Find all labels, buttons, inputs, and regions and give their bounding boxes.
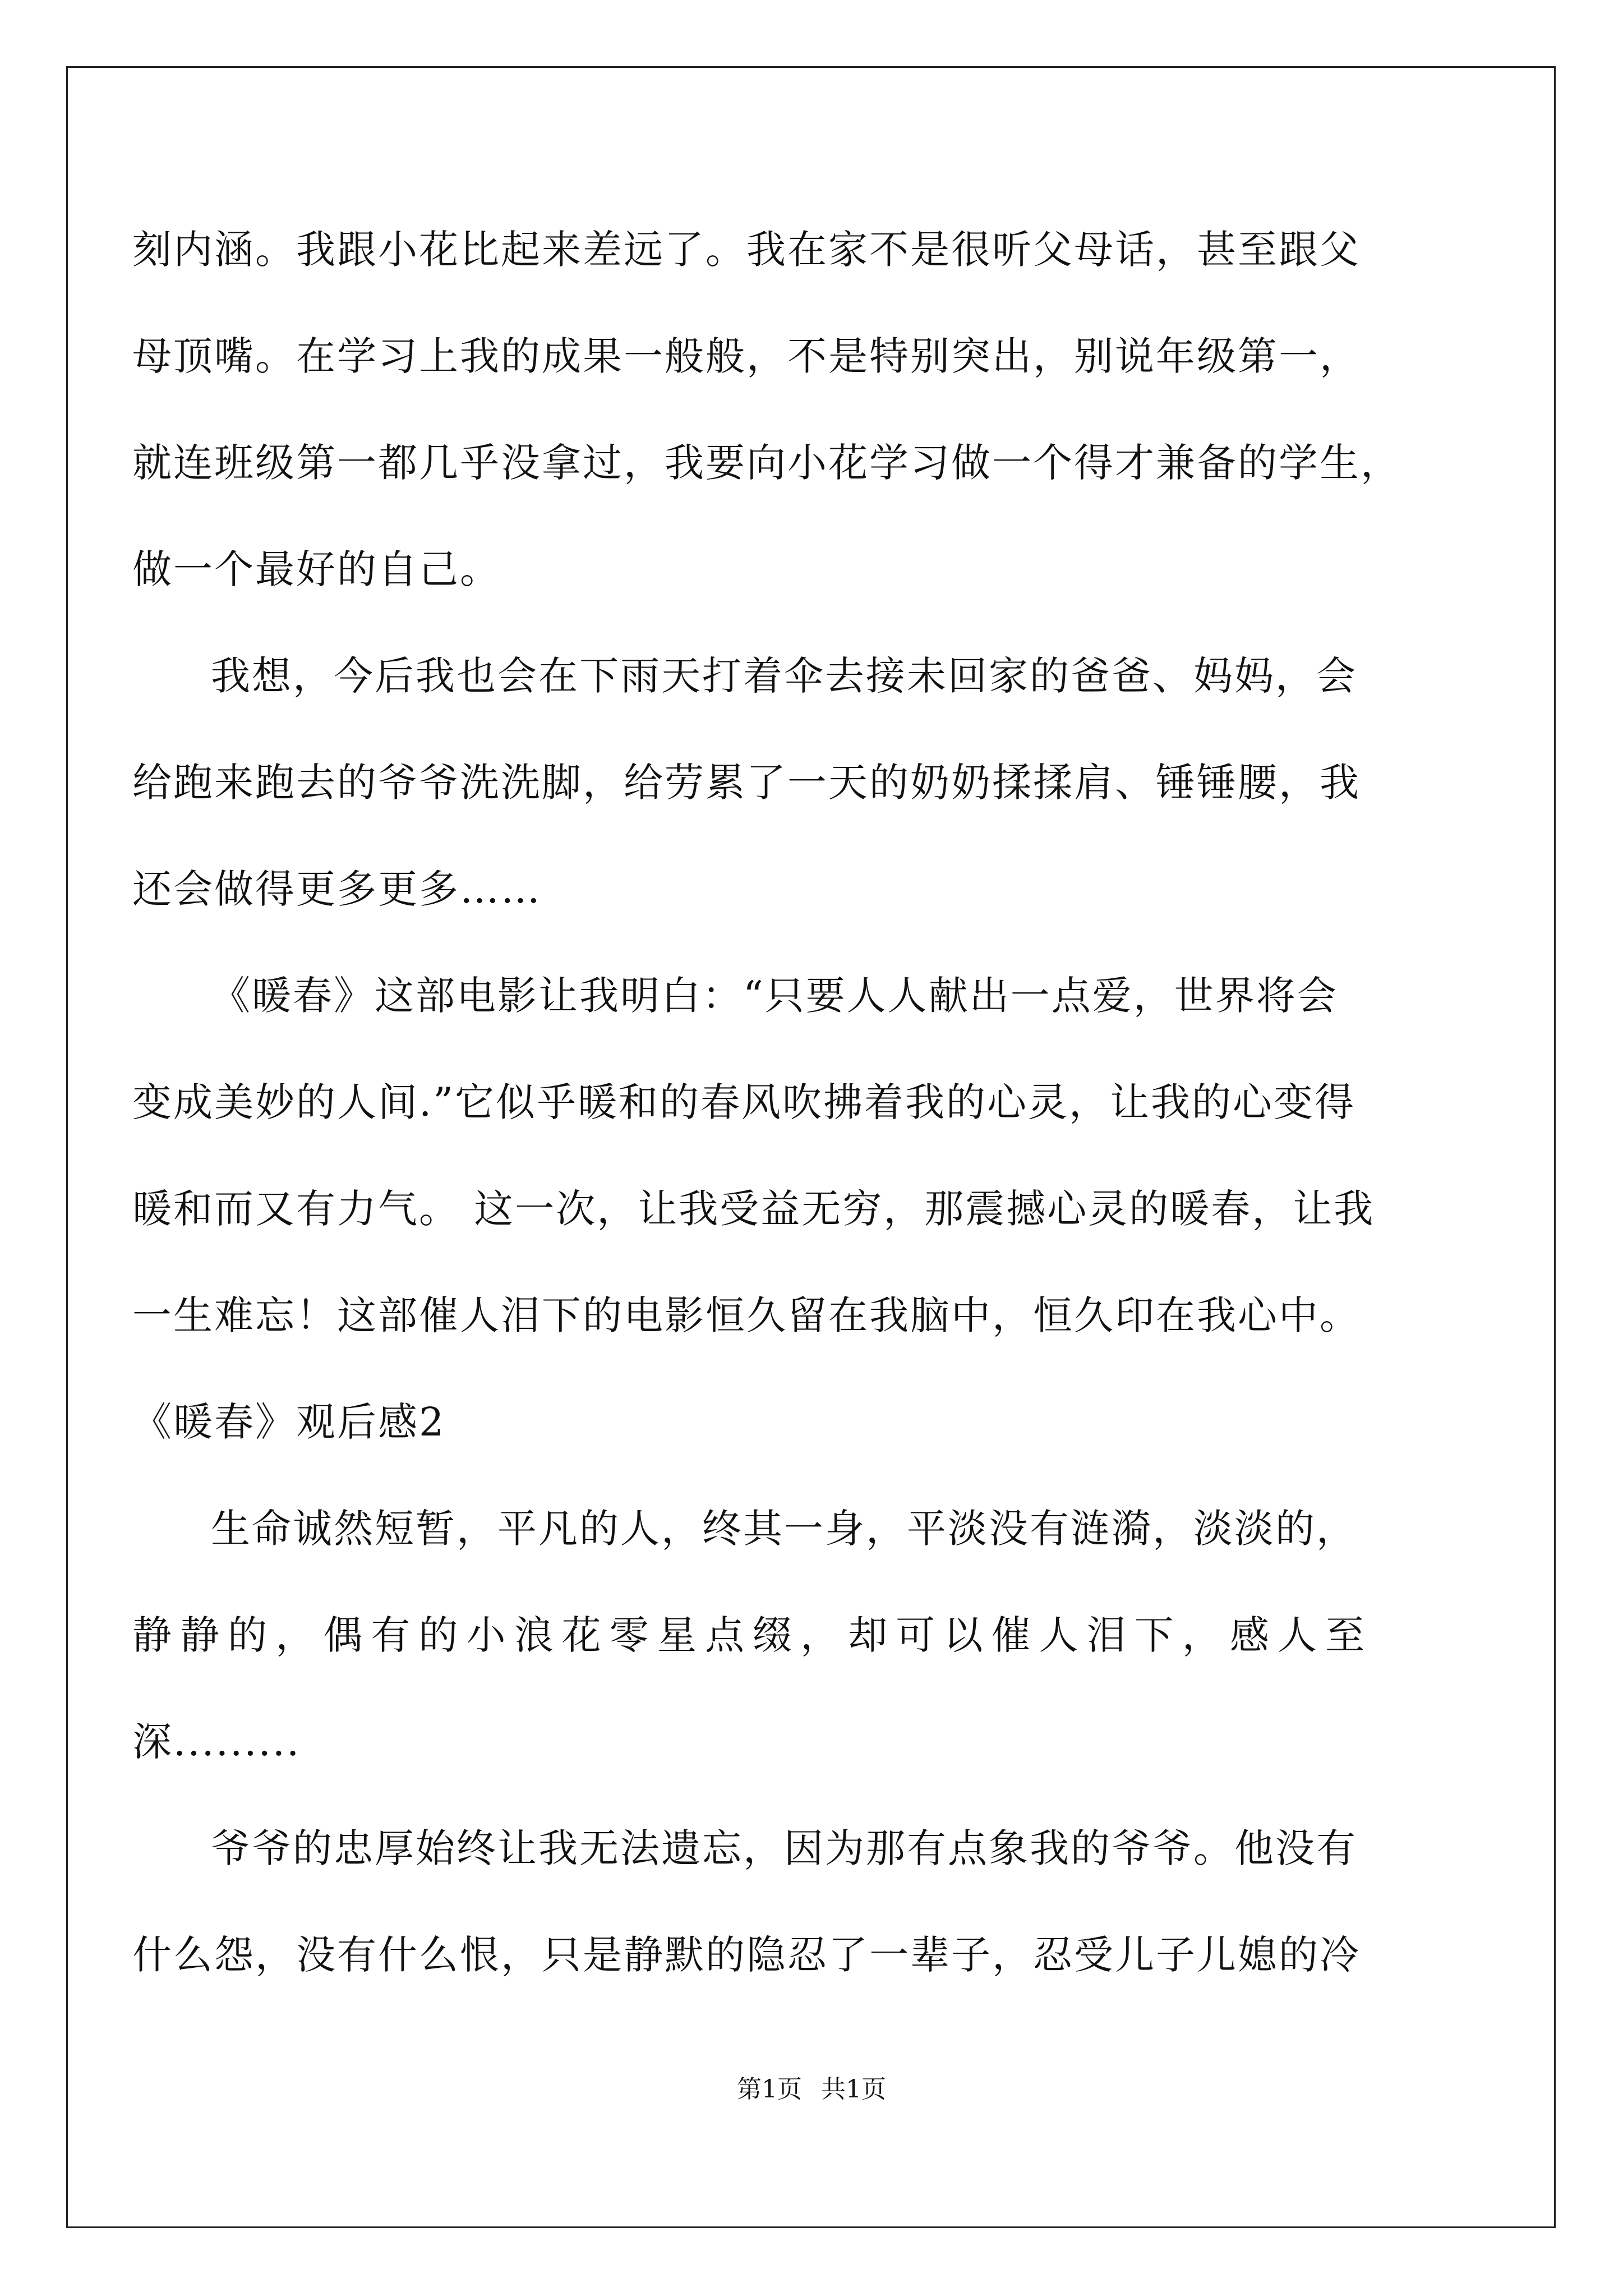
text-line: 深......... <box>132 1719 301 1765</box>
page-frame <box>66 66 1556 2228</box>
text-line: 给跑来跑去的爷爷洗洗脚，给劳累了一天的奶奶揉揉肩、锤锤腰，我 <box>132 760 1361 806</box>
text-line: 做一个最好的自己。 <box>132 546 501 592</box>
text-line: 就连班级第一都几乎没拿过，我要向小花学习做一个得才兼备的学生， <box>132 440 1401 486</box>
paragraph-first-line: 爷爷的忠厚始终让我无法遗忘，因为那有点象我的爷爷。他没有 <box>211 1825 1357 1871</box>
page-number-total: 共1页 <box>821 2075 886 2104</box>
paragraph-first-line: 我想，今后我也会在下雨天打着伞去接未回家的爸爸、妈妈，会 <box>211 653 1357 699</box>
text-line: 什么怨，没有什么恨，只是静默的隐忍了一辈子，忍受儿子儿媳的冷 <box>132 1932 1361 1978</box>
text-line: 暖和而又有力气。 这一次，让我受益无穷，那震撼心灵的暖春，让我 <box>132 1186 1375 1232</box>
page-footer <box>0 2073 1623 2106</box>
text-line: 还会做得更多更多…… <box>132 866 542 912</box>
text-line: 刻内涵。我跟小花比起来差远了。我在家不是很听父母话，甚至跟父 <box>132 227 1361 273</box>
paragraph-first-line: 生命诚然短暂，平凡的人，终其一身，平淡没有涟漪，淡淡的， <box>211 1506 1357 1552</box>
text-line: 母顶嘴。在学习上我的成果一般般，不是特别突出，别说年级第一， <box>132 333 1361 379</box>
page-number-current: 第1页 <box>737 2075 802 2104</box>
paragraph-first-line: 《暖春》这部电影让我明白：“只要人人献出一点爱，世界将会 <box>211 973 1338 1019</box>
section-heading: 《暖春》观后感2 <box>132 1399 446 1445</box>
text-line: 静静的，偶有的小浪花零星点缀，却可以催人泪下，感人至 <box>132 1612 1366 1658</box>
text-line: 变成美妙的人间.”它似乎暖和的春风吹拂着我的心灵，让我的心变得 <box>132 1079 1356 1125</box>
text-line: 一生难忘！这部催人泪下的电影恒久留在我脑中，恒久印在我心中。 <box>132 1292 1361 1338</box>
